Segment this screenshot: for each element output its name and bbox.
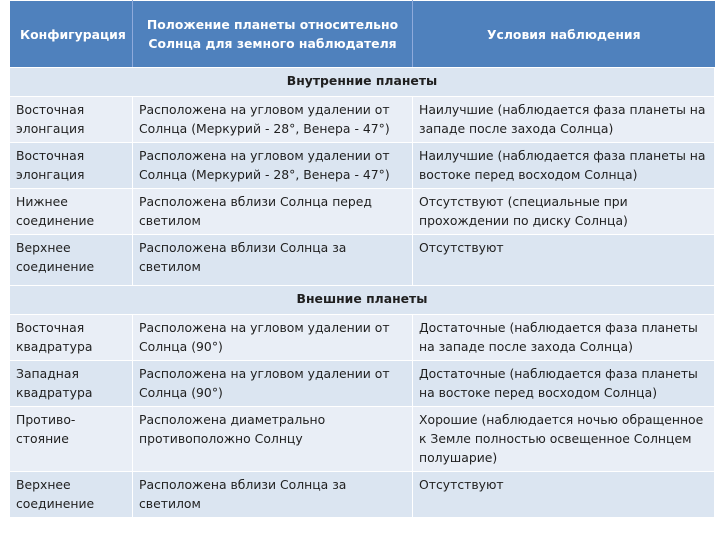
- table-row: [10, 472, 715, 518]
- planet-configurations-table-wrapper: [9, 0, 714, 518]
- cell-conditions: Наилучшие (наблюдается фаза планеты на западе после захода Солнца): [413, 97, 715, 143]
- header-conditions: Условия наблюдения: [413, 1, 715, 68]
- cell-conditions: Наилучшие (наблюдается фаза планеты на востоке перед восходом Солнца): [413, 143, 715, 189]
- cell-position: Расположена вблизи Солнца за светилом: [133, 472, 413, 518]
- cell-conditions: Достаточные (наблюдается фаза планеты на востоке перед восходом Солнца): [413, 361, 715, 407]
- cell-conditions: Отсутствуют: [413, 472, 715, 518]
- section-outer-planets: [10, 286, 715, 315]
- cell-configuration: Противо-стояние: [10, 407, 133, 472]
- section-inner-planets: [10, 68, 715, 97]
- cell-position: Расположена диаметрально противоположно Солнцу: [133, 407, 413, 472]
- header-row: [10, 1, 715, 68]
- header-position: Положение планеты относительно Солнца для земного наблюдателя: [133, 1, 413, 68]
- cell-configuration: Верхнее соединение: [10, 235, 133, 286]
- table-row: [10, 235, 715, 286]
- cell-conditions: Достаточные (наблюдается фаза планеты на западе после захода Солнца): [413, 315, 715, 361]
- cell-position: Расположена вблизи Солнца перед светилом: [133, 189, 413, 235]
- cell-configuration: Верхнее соединение: [10, 472, 133, 518]
- cell-position: Расположена на угловом удалении от Солнца (Меркурий - 28°, Венера - 47°): [133, 97, 413, 143]
- cell-conditions: Хорошие (наблюдается ночью обращенное к Земле полностью освещенное Солнцем полушарие): [413, 407, 715, 472]
- section-title: Внутренние планеты: [10, 68, 715, 97]
- section-title: Внешние планеты: [10, 286, 715, 315]
- cell-conditions: Отсутствуют: [413, 235, 715, 286]
- table-row: [10, 361, 715, 407]
- cell-configuration: Западная квадратура: [10, 361, 133, 407]
- table-row: [10, 189, 715, 235]
- cell-configuration: Нижнее соединение: [10, 189, 133, 235]
- cell-configuration: Восточная элонгация: [10, 97, 133, 143]
- cell-conditions: Отсутствуют (специальные при прохождении по диску Солнца): [413, 189, 715, 235]
- table-row: [10, 97, 715, 143]
- table-header: [10, 1, 715, 68]
- table-body: [10, 68, 715, 518]
- cell-configuration: Восточная квадратура: [10, 315, 133, 361]
- cell-position: Расположена вблизи Солнца за светилом: [133, 235, 413, 286]
- table-row: [10, 143, 715, 189]
- cell-position: Расположена на угловом удалении от Солнца (90°): [133, 315, 413, 361]
- header-configuration: Конфигурация: [10, 1, 133, 68]
- table-row: [10, 407, 715, 472]
- cell-configuration: Восточная элонгация: [10, 143, 133, 189]
- cell-position: Расположена на угловом удалении от Солнца (Меркурий - 28°, Венера - 47°): [133, 143, 413, 189]
- cell-position: Расположена на угловом удалении от Солнца (90°): [133, 361, 413, 407]
- planet-configurations-table: [9, 0, 715, 518]
- table-row: [10, 315, 715, 361]
